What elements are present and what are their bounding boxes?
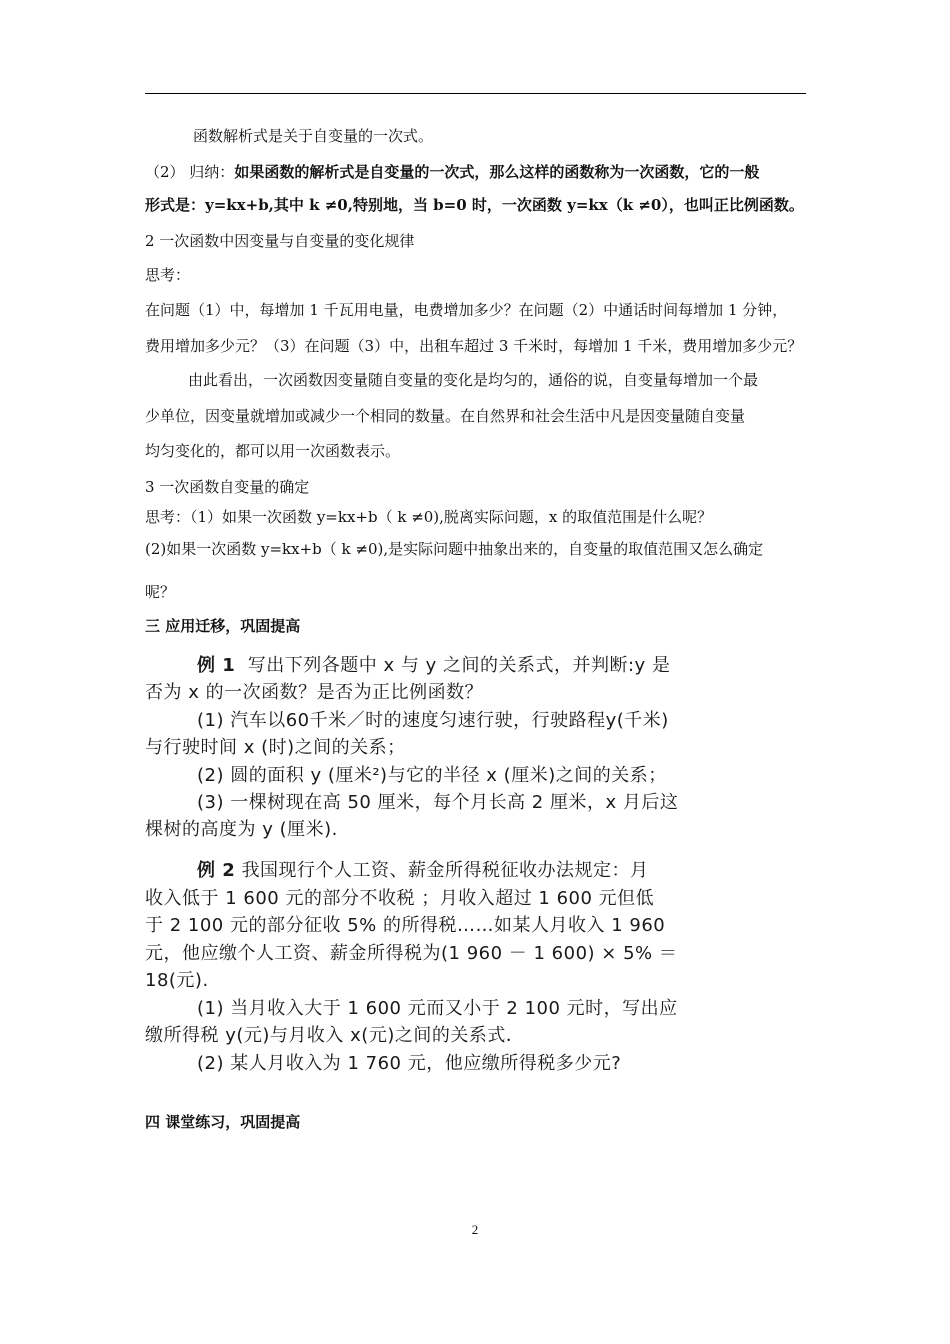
example1-text: 写出下列各题中 x 与 y 之间的关系式，并判断:y 是: [247, 655, 671, 676]
section-heading-four: 四 课堂练习，巩固提高: [145, 1113, 301, 1131]
example1-line: (3) 一棵树现在高 50 厘米，每个月长高 2 厘米，x 月后这: [197, 792, 679, 813]
example2-label: 例 2: [197, 860, 236, 881]
paragraph-line: 由此看出，一次函数因变量随自变量的变化是均匀的，通俗的说，自变量每增加一个最: [188, 371, 759, 389]
example1-line: 否为 x 的一次函数？是否为正比例函数？: [145, 682, 484, 703]
example1-line: 棵树的高度为 y (厘米).: [145, 819, 338, 840]
example2-line: 缴所得税 y(元)与月收入 x(元)之间的关系式．: [145, 1025, 525, 1046]
question-line: 费用增加多少元？（3）在问题（3）中，出租车超过 3 千米时，每增加 1 千米，费用增加多少元？: [145, 337, 803, 355]
paragraph-line: 均匀变化的，都可以用一次函数表示。: [145, 442, 401, 460]
example2-line: [197, 859, 649, 883]
example2-line: 于 2 100 元的部分征收 5% 的所得税……如某人月收入 1 960: [145, 915, 666, 936]
example1-label: 例 1: [197, 655, 236, 676]
section-heading-three: 三 应用迁移，巩固提高: [145, 617, 301, 635]
example2-line: 收入低于 1 600 元的部分不收税 ；月收入超过 1 600 元但低: [145, 888, 655, 909]
header-rule: [145, 93, 806, 94]
section-heading-3: 3 一次函数自变量的确定: [145, 478, 310, 496]
section-heading-2: 2 一次函数中因变量与自变量的变化规律: [145, 232, 415, 250]
example1-line: (2) 圆的面积 y (厘米²)与它的半径 x (厘米)之间的关系；: [197, 765, 667, 786]
summary-prefix: （2） 归纳：: [145, 163, 235, 181]
summary-bold: 如果函数的解析式是自变量的一次式，那么这样的函数称为一次函数，它的一般: [234, 163, 760, 181]
example2-text: 我国现行个人工资、薪金所得税征收办法规定：月: [241, 860, 649, 881]
summary-line: [145, 162, 759, 182]
question-line: 在问题（1）中，每增加 1 千瓦用电量，电费增加多少？在问题（2）中通话时间每增加 1 分钟，: [145, 301, 788, 319]
example1-line: 与行驶时间 x (时)之间的关系；: [145, 737, 406, 758]
paragraph-line: 少单位，因变量就增加或减少一个相同的数量。在自然界和社会生活中凡是因变量随自变量: [145, 407, 746, 425]
example2-line: 元，他应缴个人工资、薪金所得税为(1 960 － 1 600) × 5% ＝: [145, 943, 678, 964]
think-line: 思考：（1）如果一次函数 y=kx+b（ k ≠0),脱离实际问题，x 的取值范围是什么呢？: [145, 508, 713, 526]
page-number: 2: [471, 1222, 479, 1237]
think-label: 思考：: [145, 266, 191, 284]
example1-line: (1) 汽车以60千米／时的速度匀速行驶，行驶路程y(千米): [197, 710, 669, 731]
example1-line: [197, 654, 670, 678]
definition-line: 形式是：y=kx+b,其中 k ≠0,特别地，当 b=0 时，一次函数 y=kx（k ≠0），也叫正比例函数。: [145, 196, 804, 214]
text-line: 函数解析式是关于自变量的一次式。: [193, 127, 434, 145]
think-line: (2)如果一次函数 y=kx+b（ k ≠0),是实际问题中抽象出来的，自变量的取值范围又怎么确定: [145, 540, 764, 558]
think-line: 呢？: [145, 583, 176, 601]
example2-line: (2) 某人月收入为 1 760 元，他应缴所得税多少元?: [197, 1053, 622, 1074]
example2-line: (1) 当月收入大于 1 600 元而又小于 2 100 元时，写出应: [197, 998, 678, 1019]
example2-line: 18(元).: [145, 970, 209, 991]
